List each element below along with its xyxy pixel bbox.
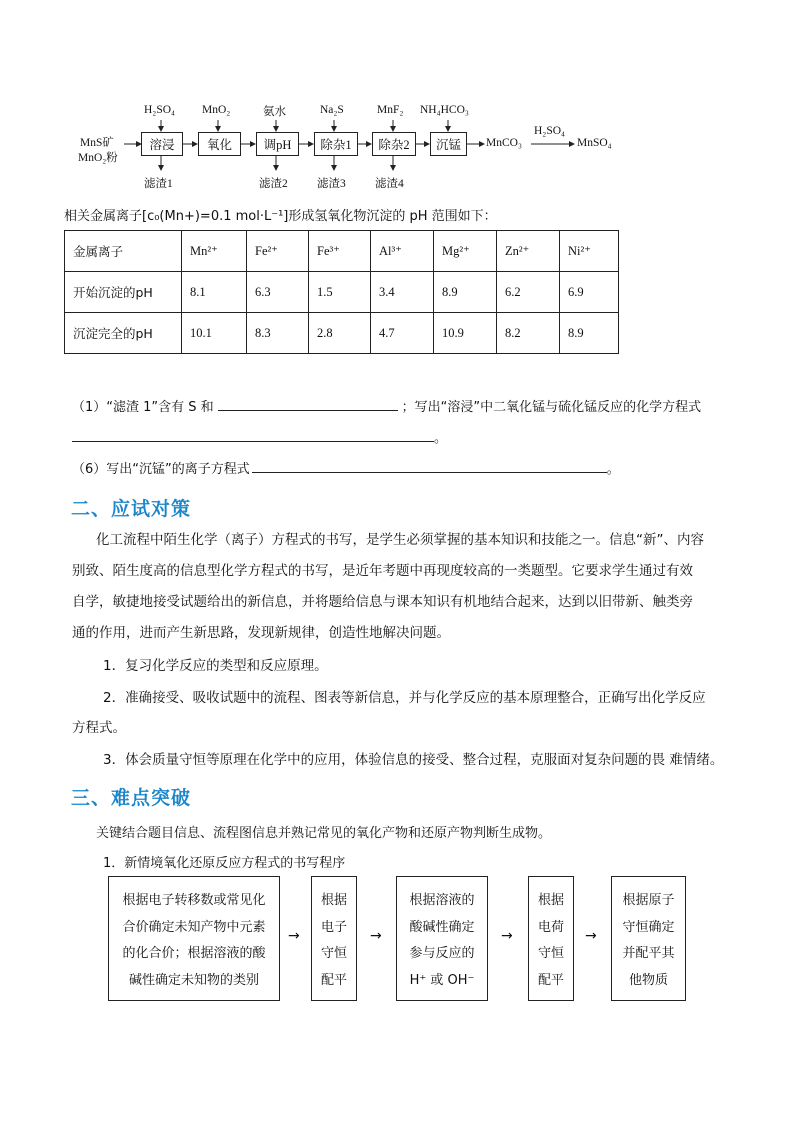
table-cell: 8.1 <box>182 272 247 313</box>
step-text: 守恒 <box>320 946 347 962</box>
table-cell: 2.8 <box>309 313 371 354</box>
step-text: 参与反应的 <box>409 946 475 962</box>
table-cell: 10.9 <box>434 313 497 354</box>
product-mnso4: MnSO₄ <box>577 137 612 149</box>
step-arrow-4: → <box>585 928 597 944</box>
table-cell: 1.5 <box>309 272 371 313</box>
step-box-3 <box>396 876 488 1001</box>
step-text: H⁺ 或 OH⁻ <box>409 973 475 989</box>
header-cell: Zn²⁺ <box>497 231 560 272</box>
step-text: 守恒确定 <box>622 919 675 935</box>
table-cell: 8.3 <box>247 313 309 354</box>
header-cell: Mn²⁺ <box>182 231 247 272</box>
step-text: 守恒 <box>537 946 564 962</box>
step-reagent-h2so4: H₂SO₄ <box>534 125 566 137</box>
question-1-line2 <box>72 427 447 446</box>
section-2-paragraph-line: 通的作用，进而产生新思路，发现新规律，创造性地解决问题。 <box>72 625 450 641</box>
step-box-4 <box>528 876 574 1001</box>
question-1-line1 <box>72 396 701 415</box>
section-2-item-2-cont: 方程式。 <box>72 720 126 736</box>
step-text: 酸碱性确定 <box>409 919 475 935</box>
row-label: 沉淀完全的pH <box>65 313 182 354</box>
step-text: 配平 <box>537 973 564 989</box>
box-impurity-1: 除杂1 <box>314 132 358 156</box>
table-cell: 6.2 <box>497 272 560 313</box>
step-arrow-2: → <box>370 928 382 944</box>
step-arrow-1: → <box>288 928 300 944</box>
section-2-item-1: 1．复习化学反应的类型和反应原理。 <box>103 658 328 674</box>
box-precipitate-mn: 沉锰 <box>430 132 467 156</box>
raw-material-2: MnO₂粉 <box>78 152 118 164</box>
header-cell: Ni²⁺ <box>560 231 619 272</box>
question-1-text-a: （1）“滤渣 1”含有 S 和 <box>72 400 214 415</box>
table-row <box>65 313 619 354</box>
table-cell: 6.3 <box>247 272 309 313</box>
reagent-mno2: MnO₂ <box>202 104 231 116</box>
step-box-5 <box>611 876 686 1001</box>
section-2-item-2: 2．准确接受、吸收试题中的流程、图表等新信息，并与化学反应的基本原理整合，正确写出化学反应 <box>103 690 706 706</box>
reagent-h2so4: H₂SO₄ <box>144 104 176 116</box>
reagent-mnf2: MnF₂ <box>377 104 404 116</box>
residue-4: 滤渣4 <box>375 178 404 190</box>
section-3-item-1: 1．新情境氧化还原反应方程式的书写程序 <box>103 856 346 871</box>
table-cell: 8.9 <box>560 313 619 354</box>
step-box-1 <box>108 876 280 1001</box>
residue-1: 滤渣1 <box>144 178 173 190</box>
reagent-ammonia: 氨水 <box>263 106 286 118</box>
box-impurity-2: 除杂2 <box>372 132 416 156</box>
box-oxidize: 氧化 <box>198 132 241 156</box>
step-text: 合价确定未知产物中元素 <box>122 919 266 935</box>
table-cell: 8.9 <box>434 272 497 313</box>
question-1-end: 。 <box>434 431 448 446</box>
step-text: 根据原子 <box>622 892 675 908</box>
step-text: 他物质 <box>628 973 668 989</box>
step-text: 电荷 <box>537 919 564 935</box>
question-6-text: （6）写出“沉锰”的离子方程式 <box>72 462 250 477</box>
header-cell: Fe³⁺ <box>309 231 371 272</box>
residue-3: 滤渣3 <box>317 178 346 190</box>
step-box-2 <box>311 876 357 1001</box>
step-arrow-3: → <box>501 928 513 944</box>
answer-blank-3[interactable] <box>252 458 607 473</box>
table-cell: 4.7 <box>371 313 434 354</box>
table-header-row <box>65 231 619 272</box>
question-6 <box>72 458 620 477</box>
header-cell: Fe²⁺ <box>247 231 309 272</box>
flow-arrows <box>0 0 794 200</box>
section-2-title: 二、应试对策 <box>71 498 192 520</box>
residue-2: 滤渣2 <box>259 178 288 190</box>
precipitation-ph-table <box>64 230 619 354</box>
answer-blank-2[interactable] <box>72 427 434 442</box>
table-intro: 相关金属离子[c₀(Mn+)=0.1 mol·L⁻¹]形成氢氧化物沉淀的 pH 范围如下： <box>64 209 497 224</box>
table-cell: 3.4 <box>371 272 434 313</box>
step-text: 根据 <box>537 892 564 908</box>
step-text: 的化合价；根据溶液的酸 <box>122 946 266 962</box>
section-3-title: 三、难点突破 <box>71 787 192 809</box>
reagent-nh4hco3: NH₄HCO₃ <box>420 104 469 116</box>
answer-blank-1[interactable] <box>218 396 398 411</box>
product-mnco3: MnCO₃ <box>486 137 522 149</box>
step-text: 根据溶液的 <box>409 892 475 908</box>
header-cell: 金属离子 <box>65 231 182 272</box>
section-3-lead: 关键结合题目信息、流程图信息并熟记常见的氧化产物和还原产物判断生成物。 <box>96 826 552 841</box>
section-2-paragraph-line: 自学，敏捷地接受试题给出的新信息，并将题给信息与课本知识有机地结合起来，达到以旧带新、触类旁 <box>72 594 693 610</box>
step-text: 配平 <box>320 973 347 989</box>
raw-material-1: MnS矿 <box>80 137 114 149</box>
section-2-item-3: 3．体会质量守恒等原理在化学中的应用，体验信息的接受、整合过程，克服面对复杂问题的畏 难情绪。 <box>103 752 724 768</box>
box-dissolve: 溶浸 <box>141 132 183 156</box>
step-text: 根据电子转移数或常见化 <box>122 892 266 908</box>
table-cell: 10.1 <box>182 313 247 354</box>
row-label: 开始沉淀的pH <box>65 272 182 313</box>
section-2-paragraph-line: 别致、陌生度高的信息型化学方程式的书写，是近年考题中再现度较高的一类题型。它要求学生通过有效 <box>72 563 693 579</box>
box-adjust-ph: 调pH <box>256 132 299 156</box>
section-2-paragraph-line: 化工流程中陌生化学（离子）方程式的书写，是学生必须掌握的基本知识和技能之一。信息“新”、内容 <box>96 532 704 548</box>
step-text: 并配平其 <box>622 946 675 962</box>
table-cell: 6.9 <box>560 272 619 313</box>
header-cell: Al³⁺ <box>371 231 434 272</box>
table-cell: 8.2 <box>497 313 560 354</box>
header-cell: Mg²⁺ <box>434 231 497 272</box>
table-row <box>65 272 619 313</box>
step-text: 根据 <box>320 892 347 908</box>
reagent-na2s: Na₂S <box>320 104 344 116</box>
step-text: 碱性确定未知物的类别 <box>128 973 259 989</box>
question-1-text-b: ；写出“溶浸”中二氧化锰与硫化锰反应的化学方程式 <box>401 400 702 415</box>
question-6-end: 。 <box>606 462 620 477</box>
step-text: 电子 <box>320 919 347 935</box>
